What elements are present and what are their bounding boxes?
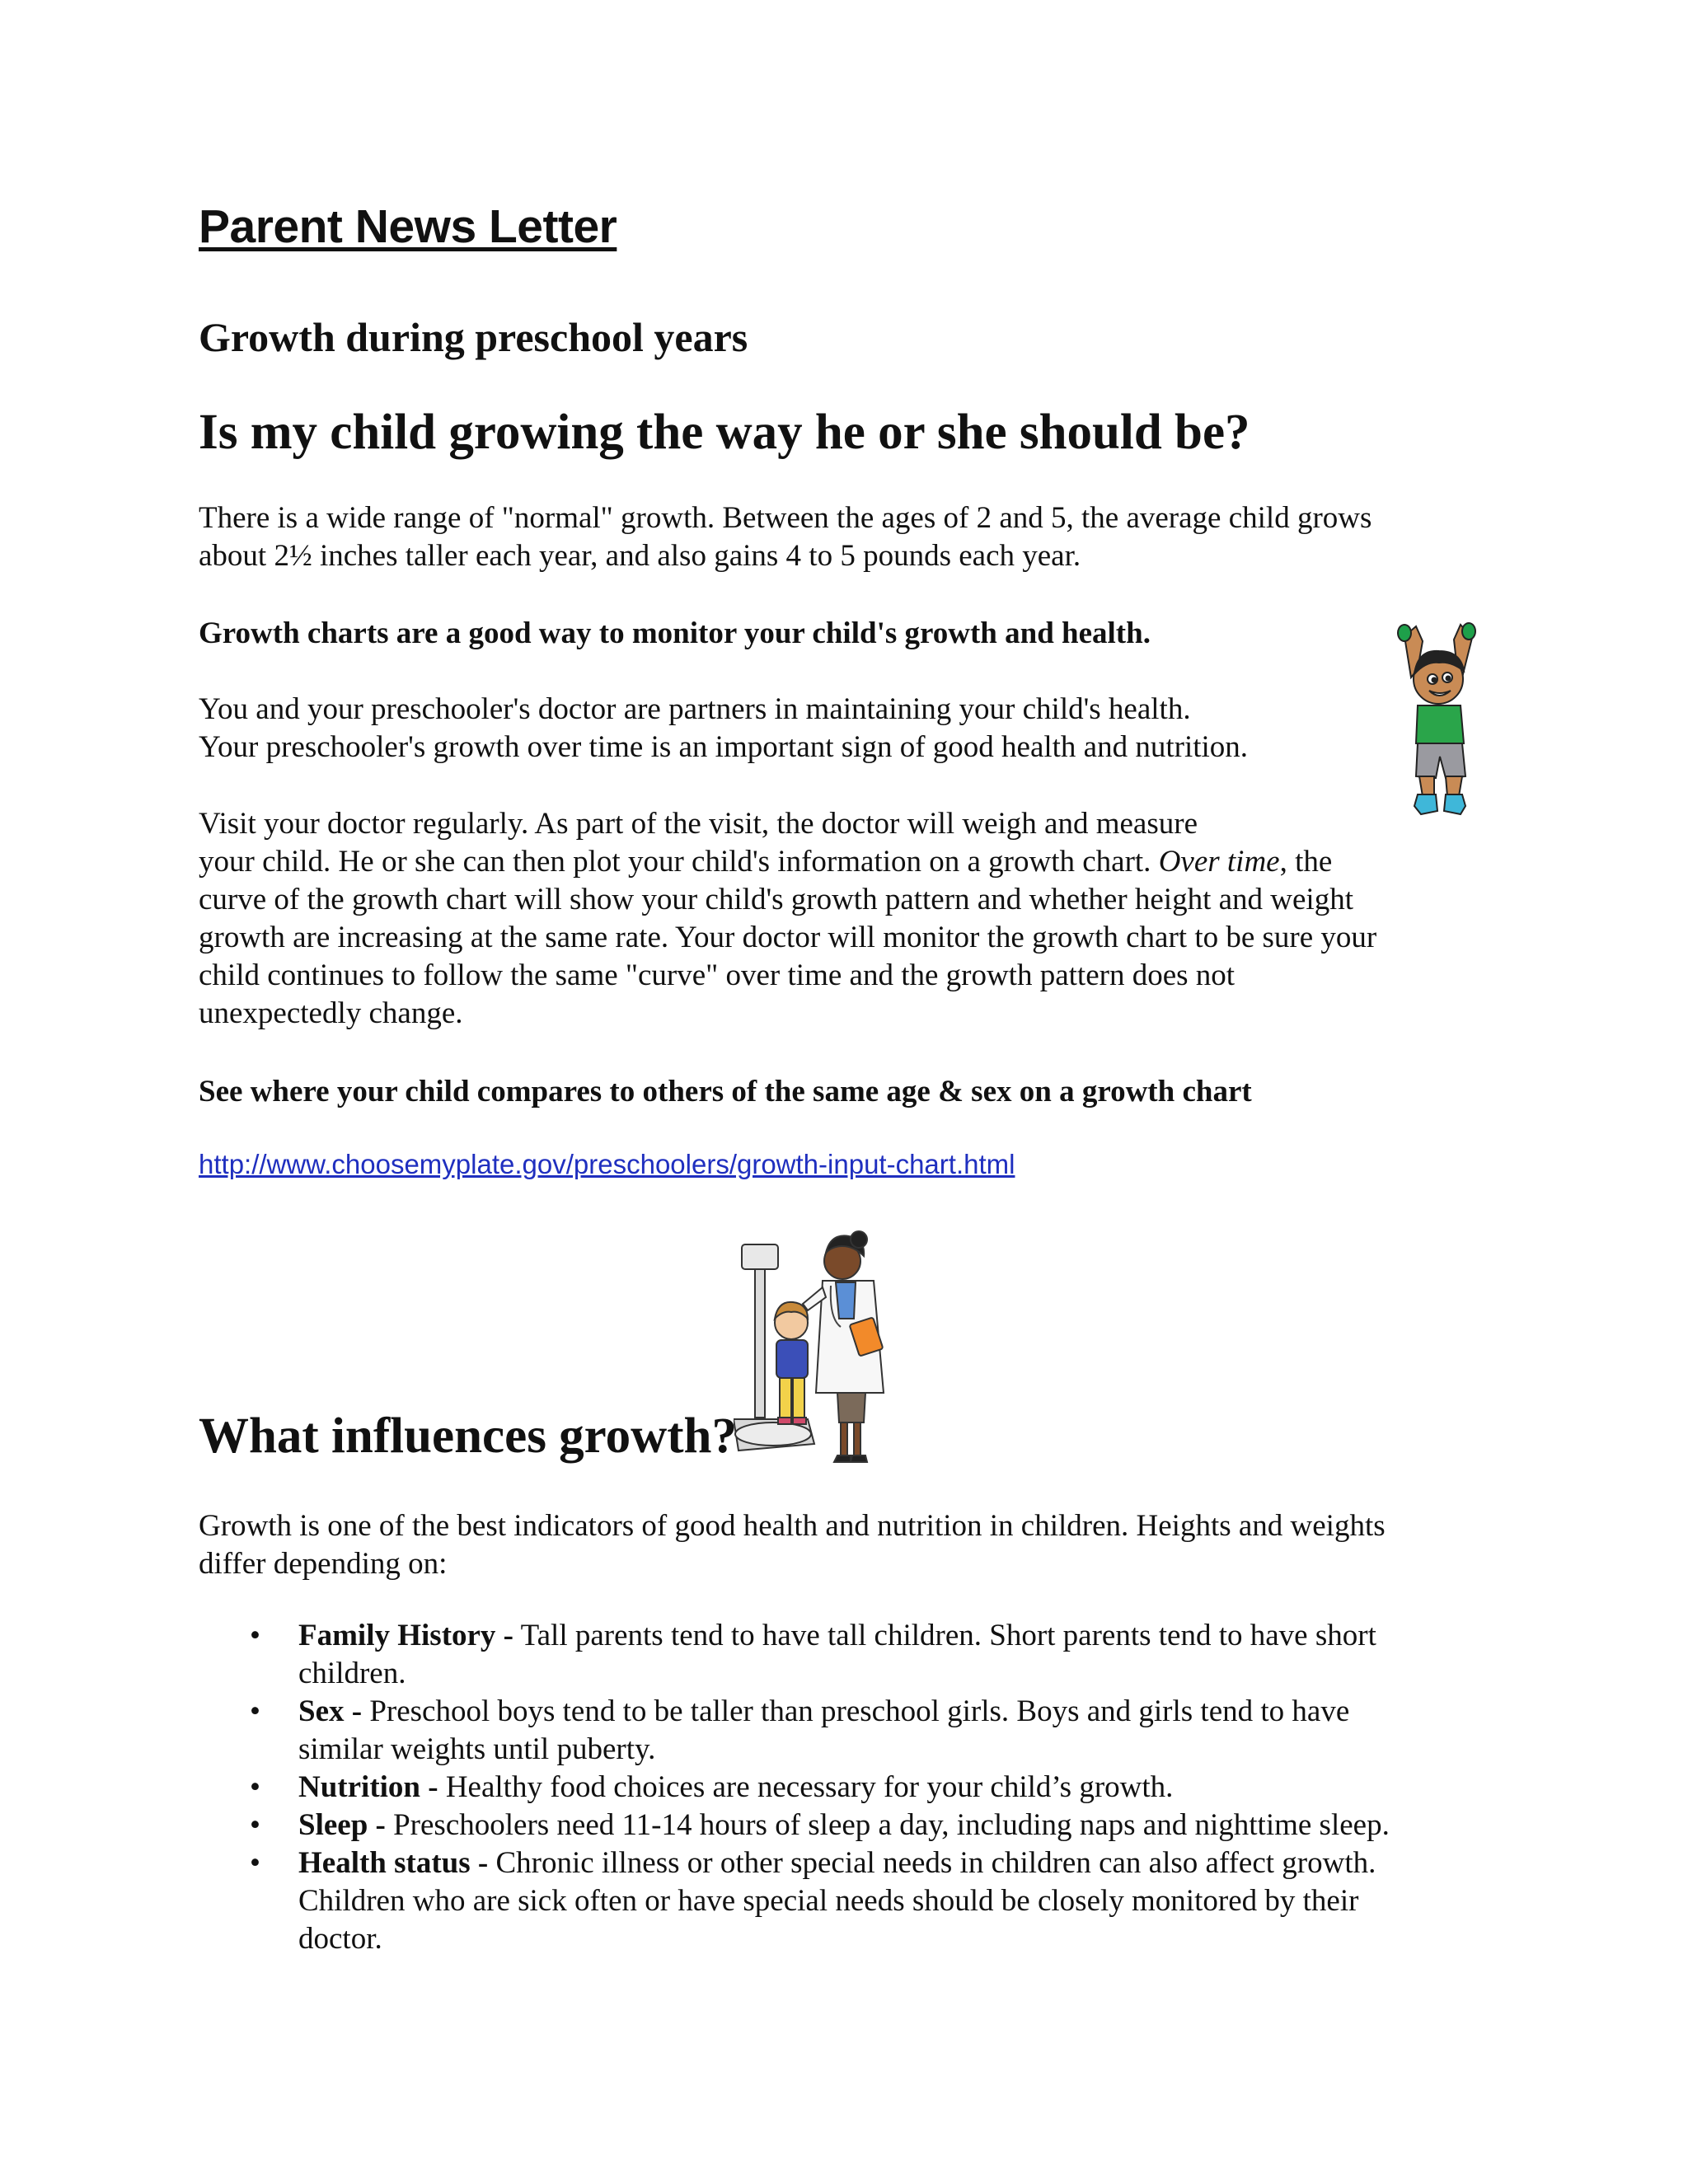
list-item-term: Family History - (298, 1619, 514, 1652)
list-item-text-continued: children. (298, 1657, 406, 1690)
influences-intro-line-1: Growth is one of the best indicators of good health and nutrition in children. Heights and weights (199, 1509, 1386, 1543)
visit-line-4: growth are increasing at the same rate. Your doctor will monitor the growth chart to be sure your (199, 921, 1377, 954)
intro-paragraph (199, 499, 1372, 575)
list-item-text-continued: similar weights until puberty. (298, 1732, 656, 1766)
visit-line-5: child continues to follow the same "curve" over time and the growth pattern does not (199, 958, 1236, 992)
growth-chart-link[interactable]: http://www.choosemyplate.gov/preschoolers/growth-input-chart.html (199, 1149, 1015, 1179)
list-item-health-status (199, 1844, 1501, 1958)
bullet-icon: • (250, 1770, 260, 1804)
partners-paragraph (199, 691, 1248, 766)
list-item-text: Preschool boys tend to be taller than preschool girls. Boys and girls tend to have (362, 1694, 1350, 1728)
subtitle: Growth during preschool years (199, 314, 748, 360)
growth-factors-list (199, 1617, 1501, 1958)
list-item-text: Tall parents tend to have tall children. Short parents tend to have short (513, 1619, 1376, 1652)
bullet-icon: • (250, 1846, 260, 1880)
visit-line-2: your child. He or she can then plot your child's information on a growth chart. (199, 845, 1151, 879)
intro-line-1: There is a wide range of "normal" growth. Between the ages of 2 and 5, the average child grows (199, 501, 1372, 535)
list-item-text: Healthy food choices are necessary for your child’s growth. (438, 1770, 1174, 1804)
visit-paragraph (199, 805, 1376, 1033)
list-item-text-continued: Children who are sick often or have special needs should be closely monitored by their (298, 1884, 1359, 1918)
bullet-icon: • (250, 1694, 260, 1728)
partners-line-2: Your preschooler's growth over time is an important sign of good health and nutrition. (199, 730, 1249, 764)
bullet-icon: • (250, 1619, 260, 1652)
list-item-term: Health status - (298, 1846, 489, 1880)
section-heading-growth-check: Is my child growing the way he or she should be? (199, 405, 1250, 460)
page-title: Parent News Letter (199, 200, 617, 253)
partners-line-1: You and your preschooler's doctor are partners in maintaining your child's health. (199, 692, 1191, 726)
visit-line-6: unexpectedly change. (199, 996, 463, 1030)
doctor-measuring-child-illustration-icon (734, 1228, 923, 1467)
list-item-term: Sleep - (298, 1808, 386, 1842)
list-item-text-continued: doctor. (298, 1922, 382, 1956)
visit-line-1: Visit your doctor regularly. As part of the visit, the doctor will weigh and measure (199, 807, 1198, 841)
charts-statement: Growth charts are a good way to monitor your child's growth and health. (199, 616, 1151, 650)
list-item-sleep (199, 1807, 1501, 1844)
influences-intro-line-2: differ depending on: (199, 1547, 448, 1581)
list-item-family-history (199, 1617, 1501, 1693)
bullet-icon: • (250, 1808, 260, 1842)
list-item-text: Chronic illness or other special needs in children can also affect growth. (488, 1846, 1376, 1880)
list-item-nutrition (199, 1769, 1501, 1807)
jumping-child-illustration-icon (1393, 620, 1484, 826)
influences-intro-paragraph (199, 1507, 1386, 1583)
visit-line-3: curve of the growth chart will show your child's growth pattern and whether height and weight (199, 883, 1353, 916)
list-item-text: Preschoolers need 11-14 hours of sleep a day, including naps and nighttime sleep. (385, 1808, 1390, 1842)
section-heading-what-influences: What influences growth? (199, 1408, 737, 1464)
list-item-term: Nutrition - (298, 1770, 438, 1804)
visit-line-2-end: , the (1279, 845, 1333, 879)
list-item-term: Sex - (298, 1694, 363, 1728)
compare-statement: See where your child compares to others of the same age & sex on a growth chart (199, 1075, 1252, 1108)
visit-emphasis: Over time (1158, 845, 1280, 879)
intro-line-2: about 2½ inches taller each year, and also gains 4 to 5 pounds each year. (199, 539, 1081, 573)
list-item-sex (199, 1693, 1501, 1769)
